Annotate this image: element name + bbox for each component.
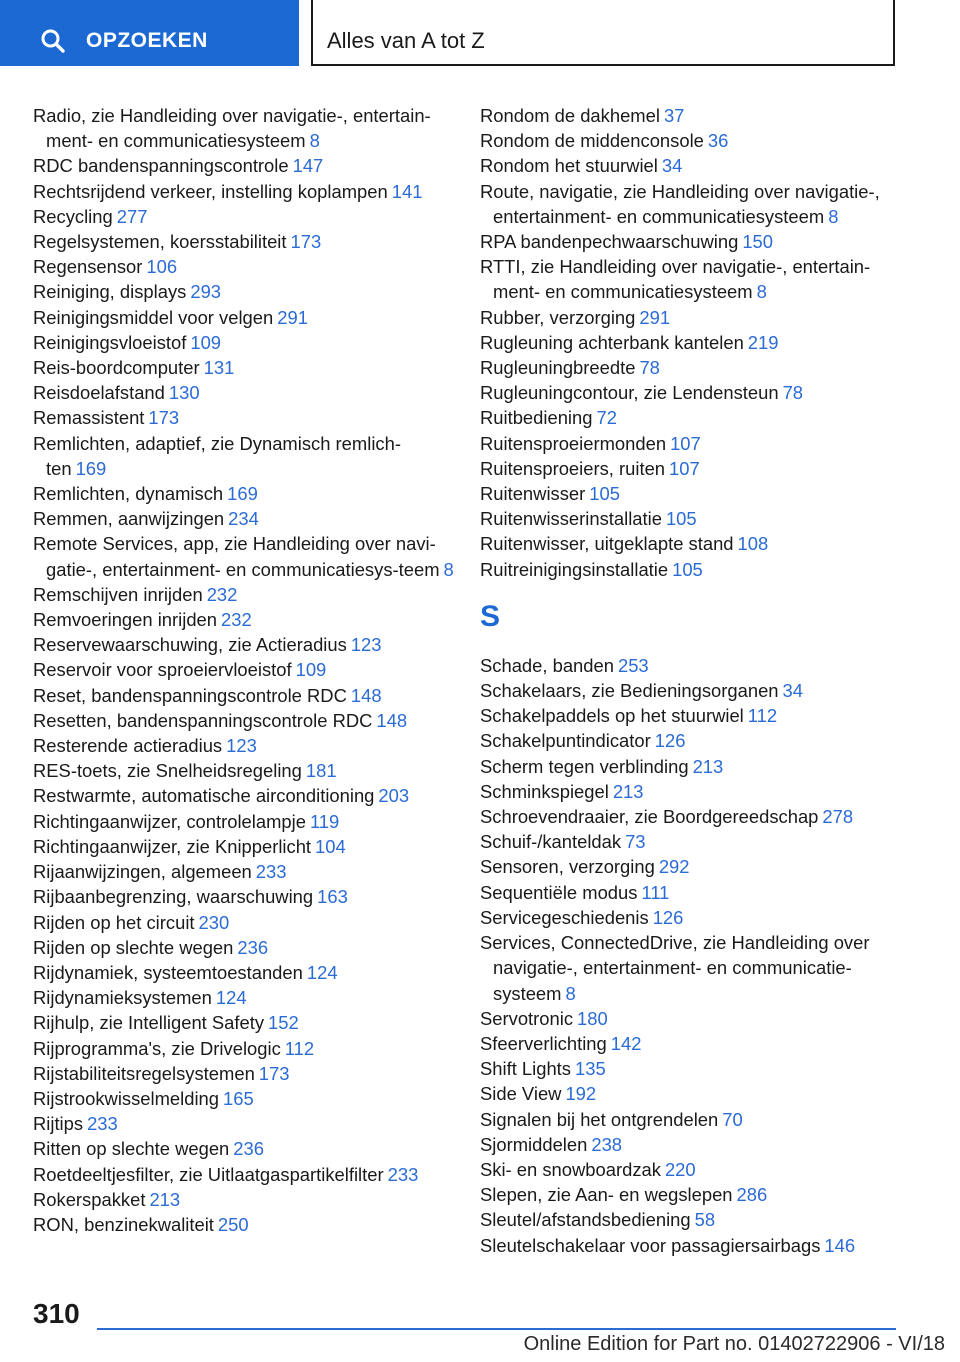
index-term: Richtingaanwijzer, controlelampje: [33, 810, 306, 832]
index-term: Ruitenwisserinstallatie: [480, 508, 662, 530]
page-link[interactable]: 70: [722, 1108, 743, 1130]
index-term: RDC bandenspanningscontrole: [33, 155, 289, 177]
index-entry: [33, 405, 458, 430]
page-link[interactable]: 130: [168, 382, 200, 404]
index-entry: [480, 1207, 900, 1232]
page-link[interactable]: 124: [215, 987, 247, 1009]
index-term: Schroevendraaier, zie Boordgereedschap: [480, 806, 819, 828]
index-term: Schade, banden: [480, 654, 614, 676]
index-term: Rijstabiliteitsregelsystemen: [33, 1062, 255, 1084]
index-group-r: [480, 103, 900, 582]
page-link[interactable]: 37: [663, 105, 685, 126]
index-term: RTTI, zie Handleiding over navigatie-, entertain-ment- en communicatiesysteem: [480, 256, 871, 303]
section-letter-s: S: [480, 599, 501, 633]
index-entry: [480, 128, 900, 153]
index-term: Schakelpaddels op het stuurwiel: [480, 705, 744, 727]
index-term: Sfeerverlichting: [480, 1032, 607, 1054]
index-column-left: [33, 103, 458, 1237]
index-entry: [480, 405, 900, 430]
page-link[interactable]: 181: [305, 760, 337, 782]
page-link[interactable]: 203: [378, 785, 410, 807]
index-entry: [480, 1006, 900, 1031]
index-term: Rijden op slechte wegen: [33, 936, 234, 958]
index-term: Reinigingsmiddel voor velgen: [33, 306, 274, 328]
index-entry: [33, 960, 458, 985]
index-term: Reset, bandenspanningscontrole RDC: [33, 684, 347, 706]
index-entry: [480, 1233, 900, 1258]
index-entry: [480, 905, 900, 930]
page-link[interactable]: 180: [577, 1007, 608, 1029]
page-link[interactable]: 286: [736, 1184, 768, 1206]
page-link[interactable]: 108: [737, 533, 769, 555]
page-link[interactable]: 78: [639, 357, 660, 379]
index-entry: [480, 653, 900, 678]
index-entry: [480, 880, 900, 905]
index-entry: [480, 829, 900, 854]
index-entry: [33, 481, 458, 506]
index-term: Reservoir voor sproeiervloeistof: [33, 659, 292, 681]
index-entry: [33, 985, 458, 1010]
index-entry: [480, 506, 900, 531]
index-entry: [33, 103, 458, 153]
index-term: Schminkspiegel: [480, 780, 609, 802]
page-link[interactable]: 135: [574, 1058, 606, 1080]
search-icon: [40, 28, 66, 54]
page-link[interactable]: 112: [284, 1037, 315, 1059]
index-term: Restwarmte, automatische airconditioning: [33, 785, 375, 807]
index-term: Remmen, aanwijzingen: [33, 508, 225, 530]
index-term: Sjormiddelen: [480, 1133, 588, 1155]
page-link[interactable]: 112: [747, 705, 778, 727]
page-link[interactable]: 104: [315, 835, 346, 857]
index-entry: [33, 607, 458, 632]
index-term: Rondom de middenconsole: [480, 130, 704, 152]
page-link[interactable]: 163: [317, 886, 348, 908]
index-term: Ruitensproeiermonden: [480, 432, 667, 454]
page-link[interactable]: 192: [565, 1083, 597, 1105]
page-link[interactable]: 232: [206, 583, 238, 605]
index-entry: [480, 254, 900, 304]
index-entry: [33, 1187, 458, 1212]
page-link[interactable]: 253: [617, 654, 649, 676]
page-link[interactable]: 150: [742, 231, 774, 253]
page-link[interactable]: 236: [233, 1138, 264, 1160]
index-term: Ruitenwisser, uitgeklapte stand: [480, 533, 734, 555]
index-term: RPA bandenpechwaarschuwing: [480, 231, 739, 253]
index-entry: [480, 1031, 900, 1056]
page-link[interactable]: 232: [221, 609, 252, 631]
index-term: Remschijven inrijden: [33, 583, 203, 605]
page-link[interactable]: 146: [824, 1234, 856, 1256]
index-term: Side View: [480, 1083, 562, 1105]
page-link[interactable]: 8: [756, 281, 767, 303]
index-term: Roetdeeltjesfilter, zie Uitlaatgaspartikelfilter: [33, 1163, 384, 1185]
page-link[interactable]: 169: [227, 483, 258, 505]
index-term: Ruitenwisser: [480, 483, 586, 505]
page-link[interactable]: 173: [258, 1062, 290, 1084]
index-term: Rijdynamieksystemen: [33, 987, 212, 1009]
index-entry: [33, 254, 458, 279]
index-term: Regensensor: [33, 256, 143, 278]
index-term: Signalen bij het ontgrendelen: [480, 1108, 719, 1130]
index-entry: [33, 330, 458, 355]
page-link[interactable]: 107: [670, 432, 701, 454]
index-term: Scherm tegen verblinding: [480, 755, 689, 777]
page-link[interactable]: 147: [292, 155, 324, 177]
index-group-s: [480, 653, 900, 1258]
section-title: Alles van A tot Z: [327, 28, 485, 53]
page-link[interactable]: 278: [822, 806, 854, 828]
index-entry: [480, 229, 900, 254]
index-entry: [33, 531, 458, 581]
index-entry: [33, 431, 458, 481]
index-entry: [33, 1162, 458, 1187]
page-link[interactable]: 109: [190, 331, 222, 353]
index-term: Services, ConnectedDrive, zie Handleiding over navigatie-, entertainment- en communicatie-systeem: [480, 932, 870, 1004]
index-term: Ruitreinigingsinstallatie: [480, 558, 669, 580]
index-entry: [33, 582, 458, 607]
index-entry: [480, 380, 900, 405]
page-link[interactable]: 105: [589, 483, 620, 505]
index-entry: [33, 708, 458, 733]
page-link[interactable]: 169: [75, 457, 107, 479]
index-entry: [33, 632, 458, 657]
index-term: Rijhulp, zie Intelligent Safety: [33, 1012, 265, 1034]
index-term: Servicegeschiedenis: [480, 906, 649, 928]
index-term: Slepen, zie Aan- en wegslepen: [480, 1184, 733, 1206]
index-term: Rugleuning achterbank kantelen: [480, 331, 744, 353]
index-entry: [480, 1056, 900, 1081]
index-term: Sensoren, verzorging: [480, 856, 655, 878]
index-term: Rondom het stuurwiel: [480, 155, 658, 177]
index-term: Rugleuningcontour, zie Lendensteun: [480, 382, 779, 404]
page-link[interactable]: 119: [309, 810, 340, 832]
index-entry: [33, 305, 458, 330]
page-link[interactable]: 126: [654, 730, 686, 752]
index-term: Richtingaanwijzer, zie Knipperlicht: [33, 835, 312, 857]
index-entry: [33, 355, 458, 380]
page-link[interactable]: 292: [658, 856, 690, 878]
index-entry: [480, 804, 900, 829]
index-term: Reisdoelafstand: [33, 382, 165, 404]
index-entry: [480, 431, 900, 456]
page-link[interactable]: 8: [828, 205, 839, 227]
index-term: Rechtsrijdend verkeer, instelling koplampen: [33, 180, 388, 202]
page-link[interactable]: 123: [350, 634, 382, 656]
page-link[interactable]: 142: [610, 1032, 642, 1054]
index-term: Rondom de dakhemel: [480, 105, 660, 126]
index-entry: [33, 1010, 458, 1035]
page-link[interactable]: 141: [391, 180, 423, 202]
page-link[interactable]: 152: [268, 1012, 299, 1034]
page-link[interactable]: 78: [782, 382, 804, 404]
index-entry: [480, 1157, 900, 1182]
page-link[interactable]: 234: [228, 508, 259, 530]
index-term: Ruitbediening: [480, 407, 593, 429]
index-entry: [33, 935, 458, 960]
index-term: Ruitensproeiers, ruiten: [480, 457, 666, 479]
page-link[interactable]: 8: [309, 130, 320, 152]
index-term: Route, navigatie, zie Handleiding over navigatie-, entertainment- en communicatiesysteem: [480, 180, 880, 227]
index-term: Servotronic: [480, 1007, 574, 1029]
index-term: Sequentiële modus: [480, 881, 638, 903]
index-term: Rijbaanbegrenzing, waarschuwing: [33, 886, 314, 908]
page-link[interactable]: 34: [782, 680, 804, 702]
page-link[interactable]: 105: [672, 558, 703, 580]
page-link[interactable]: 233: [387, 1163, 419, 1185]
index-entry: [480, 531, 900, 556]
page-link[interactable]: 148: [350, 684, 382, 706]
index-entry: [480, 1107, 900, 1132]
index-column-right: [480, 103, 900, 1258]
index-entry: [33, 758, 458, 783]
index-entry: [480, 330, 900, 355]
page-link[interactable]: 58: [694, 1209, 716, 1231]
index-term: Remvoeringen inrijden: [33, 609, 218, 631]
page-number: 310: [33, 1298, 80, 1329]
index-entry: [33, 683, 458, 708]
index-entry: [480, 481, 900, 506]
footer-divider: [97, 1328, 896, 1330]
page-link[interactable]: 126: [652, 906, 684, 928]
index-term: Reiniging, displays: [33, 281, 187, 303]
index-entry: [480, 456, 900, 481]
index-entry: [33, 1212, 458, 1237]
page-link[interactable]: 233: [255, 861, 287, 883]
index-entry: [480, 557, 900, 582]
index-entry: [33, 506, 458, 531]
index-term: Remlichten, dynamisch: [33, 483, 224, 505]
search-tab[interactable]: [0, 0, 299, 66]
index-entry: [33, 1136, 458, 1161]
index-entry: [480, 678, 900, 703]
index-term: Reinigingsvloeistof: [33, 331, 187, 353]
page-link[interactable]: 213: [149, 1188, 181, 1210]
edition-text: Online Edition for Part no. 01402722906 - VI/18: [523, 1333, 945, 1355]
page-link[interactable]: 72: [596, 407, 617, 429]
page-link[interactable]: 173: [148, 407, 180, 429]
index-term: Radio, zie Handleiding over navigatie-, entertain-ment- en communicatiesysteem: [33, 105, 431, 152]
index-term: Resetten, bandenspanningscontrole RDC: [33, 709, 373, 731]
page-link[interactable]: 293: [190, 281, 222, 303]
search-tab-label: OPZOEKEN: [86, 29, 208, 52]
index-entry: [480, 179, 900, 229]
page-link[interactable]: 238: [591, 1133, 623, 1155]
page-link[interactable]: 73: [625, 831, 646, 853]
index-entry: [480, 854, 900, 879]
index-term: Reservewaarschuwing, zie Actieradius: [33, 634, 347, 656]
index-entry: [33, 1111, 458, 1136]
page-link[interactable]: 123: [226, 735, 257, 757]
index-term: Rijdynamiek, systeemtoestanden: [33, 961, 303, 983]
index-term: Regelsystemen, koersstabiliteit: [33, 231, 287, 253]
index-entry: [33, 229, 458, 254]
page-link[interactable]: 165: [223, 1087, 254, 1109]
page-link[interactable]: 36: [707, 130, 729, 152]
index-entry: [480, 1081, 900, 1106]
index-entry: [33, 809, 458, 834]
index-term: Rijprogramma's, zie Drivelogic: [33, 1037, 281, 1059]
index-entry: [480, 103, 900, 128]
index-entry: [33, 733, 458, 758]
index-entry: [480, 1132, 900, 1157]
index-term: Rokerspakket: [33, 1188, 146, 1210]
page-link[interactable]: 111: [641, 881, 670, 903]
page-link[interactable]: 148: [376, 709, 408, 731]
index-term: Remote Services, app, zie Handleiding over navi-gatie-, entertainment- en communicatiesys-teem: [33, 533, 440, 580]
index-term: RON, benzinekwaliteit: [33, 1213, 214, 1235]
page-link[interactable]: 106: [146, 256, 178, 278]
page-link[interactable]: 213: [692, 755, 724, 777]
index-term: Reis-boordcomputer: [33, 357, 200, 379]
index-entry: [480, 728, 900, 753]
page-link[interactable]: 230: [198, 911, 230, 933]
index-entry: [33, 884, 458, 909]
index-term: Rijstrookwisselmelding: [33, 1087, 220, 1109]
page-link[interactable]: 291: [277, 306, 308, 328]
index-term: Sleutelschakelaar voor passagiersairbags: [480, 1234, 821, 1256]
index-entry: [33, 1061, 458, 1086]
index-entry: [480, 305, 900, 330]
page-link[interactable]: 233: [87, 1113, 118, 1135]
index-entry: [33, 910, 458, 935]
index-term: RES-toets, zie Snelheidsregeling: [33, 760, 302, 782]
index-entry: [33, 859, 458, 884]
page-link[interactable]: 173: [290, 231, 322, 253]
index-entry: [33, 834, 458, 859]
page-link[interactable]: 107: [669, 457, 700, 479]
index-term: Recycling: [33, 205, 113, 227]
page-link[interactable]: 8: [443, 558, 454, 580]
index-term: Ski- en snowboardzak: [480, 1158, 661, 1180]
index-entry: [480, 930, 900, 1006]
page-link[interactable]: 105: [665, 508, 697, 530]
page-link[interactable]: 250: [217, 1213, 249, 1235]
index-entry: [33, 179, 458, 204]
index-term: Sleutel/afstandsbediening: [480, 1209, 691, 1231]
index-term: Ritten op slechte wegen: [33, 1138, 230, 1160]
index-entry: [33, 279, 458, 304]
index-term: Rugleuningbreedte: [480, 357, 636, 379]
index-entry: [480, 153, 900, 178]
index-entry: [480, 779, 900, 804]
page-link[interactable]: 236: [237, 936, 269, 958]
index-entry: [33, 783, 458, 808]
page-link[interactable]: 291: [639, 306, 671, 328]
index-entry: [33, 380, 458, 405]
index-term: Rijden op het circuit: [33, 911, 195, 933]
index-term: Remassistent: [33, 407, 145, 429]
index-entry: [33, 657, 458, 682]
section-title-box: [311, 0, 895, 66]
page-link[interactable]: 219: [747, 331, 779, 353]
index-entry: [480, 754, 900, 779]
index-term: Rijtips: [33, 1113, 84, 1135]
page-link[interactable]: 109: [295, 659, 327, 681]
page-link[interactable]: 131: [203, 357, 235, 379]
index-entry: [33, 1086, 458, 1111]
page-link[interactable]: 220: [664, 1158, 696, 1180]
index-term: Schakelpuntindicator: [480, 730, 651, 752]
header: [0, 0, 960, 66]
index-term: Shift Lights: [480, 1058, 571, 1080]
index-term: Rijaanwijzingen, algemeen: [33, 861, 252, 883]
index-term: Rubber, verzorging: [480, 306, 636, 328]
page-link[interactable]: 34: [661, 155, 683, 177]
page-link[interactable]: 213: [612, 780, 644, 802]
index-entry: [480, 355, 900, 380]
index-term: Resterende actieradius: [33, 735, 223, 757]
index-entry: [480, 703, 900, 728]
index-entry: [33, 1036, 458, 1061]
page-link[interactable]: 277: [116, 205, 148, 227]
index-term: Remlichten, adaptief, zie Dynamisch remlich-ten: [33, 432, 401, 479]
index-term: Schakelaars, zie Bedieningsorganen: [480, 680, 779, 702]
index-entry: [480, 1182, 900, 1207]
page-link[interactable]: 124: [306, 961, 338, 983]
page-link[interactable]: 8: [565, 982, 576, 1004]
index-term: Schuif-/kanteldak: [480, 831, 622, 853]
index-entry: [33, 204, 458, 229]
index-entry: [33, 153, 458, 178]
